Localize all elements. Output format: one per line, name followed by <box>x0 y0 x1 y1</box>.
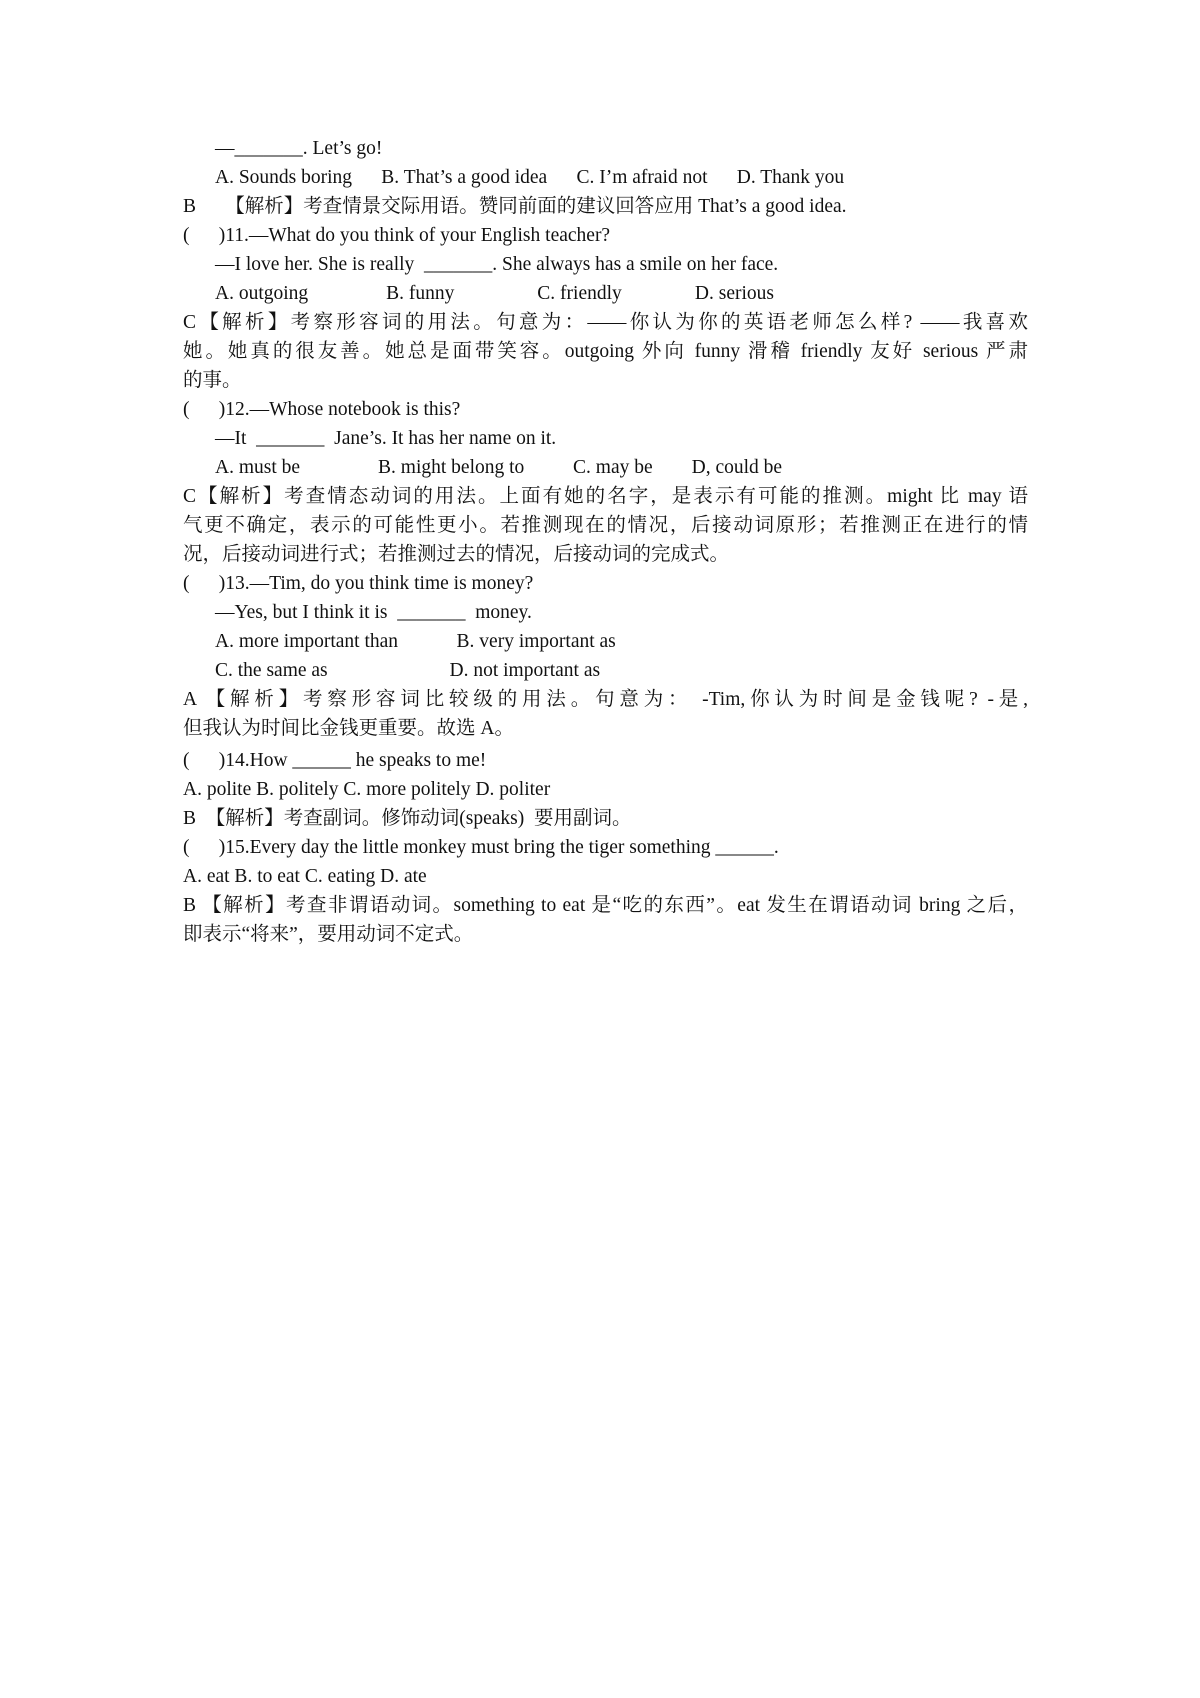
text-line: ( )12.—Whose notebook is this? <box>183 399 461 420</box>
text-line: A. more important than B. very important as <box>215 631 616 652</box>
text-line: 她。她真的很友善。她总是面带笑容。outgoing 外向 funny 滑稽 friendly 友好 serious 严肃 <box>183 341 1028 362</box>
text-line: ( )14.How ______ he speaks to me! <box>183 750 487 771</box>
text-line: B 【解析】考查副词。修饰动词(speaks) 要用副词。 <box>183 808 632 829</box>
text-line: ( )13.—Tim, do you think time is money? <box>183 573 534 594</box>
text-line: C【解析】考查情态动词的用法。上面有她的名字，是表示有可能的推测。might 比 may 语 <box>183 486 1028 507</box>
text-line: 况，后接动词进行式；若推测过去的情况，后接动词的完成式。 <box>183 544 730 565</box>
text-line: A. eat B. to eat C. eating D. ate <box>183 866 427 887</box>
text-line: A. outgoing B. funny C. friendly D. serious <box>215 283 774 304</box>
text-line: —I love her. She is really _______. She always has a smile on her face. <box>215 254 779 275</box>
text-line: A 【解析】考察形容词比较级的用法。句意为： -Tim,你认为时间是金钱呢? -是, <box>183 689 1028 710</box>
text-line: 但我认为时间比金钱更重要。故选 A。 <box>183 718 514 739</box>
text-line: C. the same as D. not important as <box>215 660 601 681</box>
text-line: —It _______ Jane’s. It has her name on it. <box>215 428 557 449</box>
text-line: 的事。 <box>183 370 242 391</box>
text-line: A. must be B. might belong to C. may be D, could be <box>215 457 783 478</box>
text-line: —_______. Let’s go! <box>215 138 383 159</box>
text-line: B 【解析】考查情景交际用语。赞同前面的建议回答应用 That’s a good idea. <box>183 196 847 217</box>
text-line: A. Sounds boring B. That’s a good idea C. I’m afraid not D. Thank you <box>215 167 845 188</box>
text-line: ( )15.Every day the little monkey must bring the tiger something ______. <box>183 837 779 858</box>
text-line: A. polite B. politely C. more politely D. politer <box>183 779 551 800</box>
text-line: ( )11.—What do you think of your English teacher? <box>183 225 611 246</box>
text-line: 即表示“将来”，要用动词不定式。 <box>183 924 474 945</box>
text-line: C【解析】考察形容词的用法。句意为：——你认为你的英语老师怎么样? ——我喜欢 <box>183 312 1028 333</box>
text-line: —Yes, but I think it is _______ money. <box>215 602 532 623</box>
text-line: B 【解析】考查非谓语动词。something to eat 是“吃的东西”。eat 发生在谓语动词 bring 之后， <box>183 895 1028 916</box>
text-line: 气更不确定，表示的可能性更小。若推测现在的情况，后接动词原形；若推测正在进行的情 <box>183 515 1028 536</box>
